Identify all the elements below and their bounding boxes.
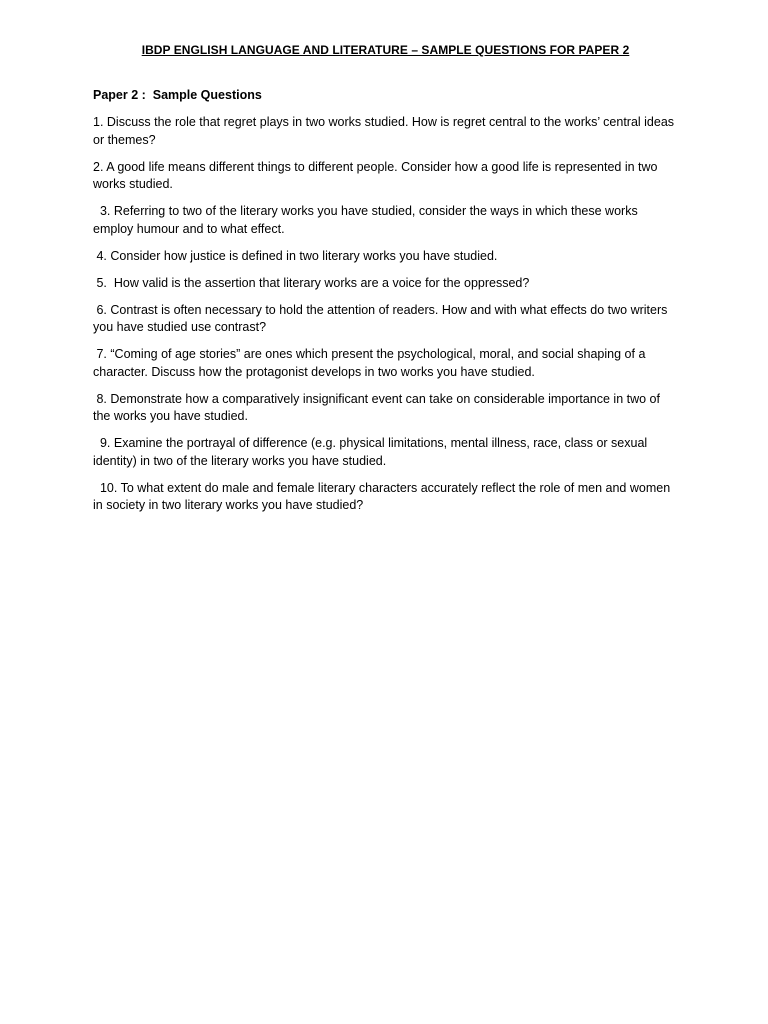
section-heading: Paper 2 : Sample Questions [93,88,262,102]
questions-list [93,114,678,515]
question-4: 4. Consider how justice is defined in two literary works you have studied. [93,248,498,263]
question-6: 6. Contrast is often necessary to hold the attention of readers. How and with what effects do two writers you have studied use contrast? [93,302,671,334]
question-3: 3. Referring to two of the literary works you have studied, consider the ways in which these works employ humour and to what effect. [93,204,642,236]
question-2: 2. A good life means different things to different people. Consider how a good life is represented in two works studied. [93,159,661,191]
question-1: 1. Discuss the role that regret plays in two works studied. How is regret central to the works’ central ideas or themes? [93,115,678,147]
question-10: 10. To what extent do male and female literary characters accurately reflect the role of men and women in society in two literary works you have studied? [93,480,674,512]
document-page [93,43,678,524]
question-8: 8. Demonstrate how a comparatively insignificant event can take on considerable importance in two of the works you have studied. [93,391,664,423]
question-5: 5. How valid is the assertion that literary works are a voice for the oppressed? [93,275,530,290]
question-9: 9. Examine the portrayal of difference (e.g. physical limitations, mental illness, race, class or sexual identity) in two of the literary works you have studied. [93,436,651,468]
document-title: IBDP ENGLISH LANGUAGE AND LITERATURE – SAMPLE QUESTIONS FOR PAPER 2 [141,43,630,57]
question-7: 7. “Coming of age stories” are ones which present the psychological, moral, and social shaping of a character. Discuss how the protagonist develops in two works you have studied. [93,347,649,379]
